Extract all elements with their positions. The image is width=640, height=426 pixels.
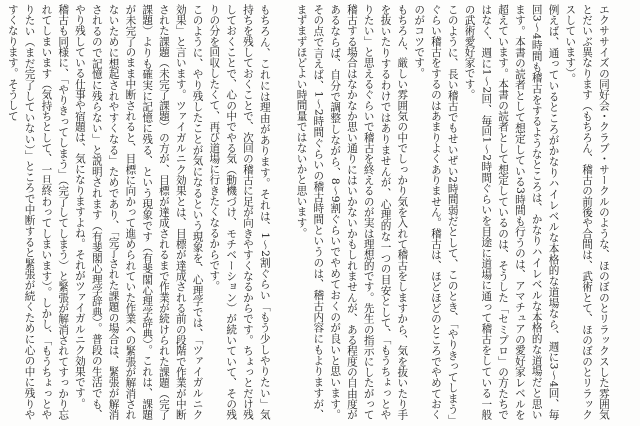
paragraph-5: もちろん、これには理由があります。それは、1〜2割ぐらい「もう少しやりたい」気持ちを残しておくことで、次回の稽古に足が向きやすくなるからです。ちょっとだけ残しておくことで、心の中でやる気（動機づけ、モチベーション）が続いていて、その残りの分を回収したくて、再び道場に行きたくなるからです。 xyxy=(208,4,271,420)
paragraph-6: このように、やり残したことが気になるという現象を、心理学では、「ツァイガルニク効果」と言います。ツァイガルニク効果とは、目標が達成される前の段階で作業が中断された課題（未完了課題）の方が、目標が達成されるまで作業が続けられた課題（完了課題）よりも確実に記憶に残る、という現象です（有斐閣心理学辞典）。これは、課題が未完了のまま中断されると、目標に向かって進められていた作業への緊張が解消されないために想起されやすくなる」ためであり、「完了された課題の場合は、緊張が解消されるので記憶に残らない」と説明されます（有斐閣心理学辞典）。普段の生活でも、やり残している仕事や宿題は、気になりますよね。それがツァイガルニク効果です。 xyxy=(73,4,204,420)
paragraph-3: このように、長い稽古でもせいぜい2時間弱だとして、このとき、「やりきってしまう」ぐらい稽古をするのはあまりよくありません。稽古は、ほどほどのところでやめておくのがコツです。 xyxy=(413,4,459,420)
paragraph-2: 例えば、通っているところがかなりハイレベルな本格的な道場なら、週に3〜4回、毎回3〜4時間も稽古をするようなところは、かなりハイレベルな本格的な道場だと思います。本書の読者として想定している3時間も行うのは、アマチュアの愛好家レベルを超えています。本書の読者として想定しているのは、そうした「セミプロ」の方たちではなく、週に1〜2回、毎回1〜2時間ぐらいを目途に道場に通って稽古をしている一般の武術愛好家です。 xyxy=(463,4,560,420)
paragraph-7: 稽古も同様に、「やりきってしまう」（完了してしまう）と緊張が解消されてすっかり忘れてしまいます（気持ちとして、一旦終わってしまいます）。しかし、「もうちょっとやりたい（まだ完了していない）」ところで中断すると緊張が続くために心の中に残りやすくなります。そうして xyxy=(6,4,70,420)
vertical-text-body xyxy=(4,4,612,420)
paragraph-1: エクササイズの同好会・クラブ・サークルのような、ほのぼのとリラックスした雰囲気とだいぶ異なります（もちろん、稽古の前後や合間は、武術とて、ほのぼのとリラックスしています）。 xyxy=(564,4,610,420)
paragraph-4: もちろん、厳しい雰囲気の中でしっかり気を入れて稽古をしますから、気を抜いたり手を抜いたりするわけではありませんが、心理的な一つの目安として、「もうちょっとやりたい」と思えるぐらいで稽古を終えるのが実は理想的です。先生の指示にしたがって稽古する場合はなかなか思い通りにはいかないかもしれませんが、ある程度の自由度があるならば、自分で調整しながら、8〜9割ぐらいでやめておくのが良いと思います。その点で言えば、1〜2時間ぐらいの稽古時間というのは、稽古内容にもよりますが、まずまずほどよい時間量ではないかと思います。 xyxy=(295,4,409,420)
